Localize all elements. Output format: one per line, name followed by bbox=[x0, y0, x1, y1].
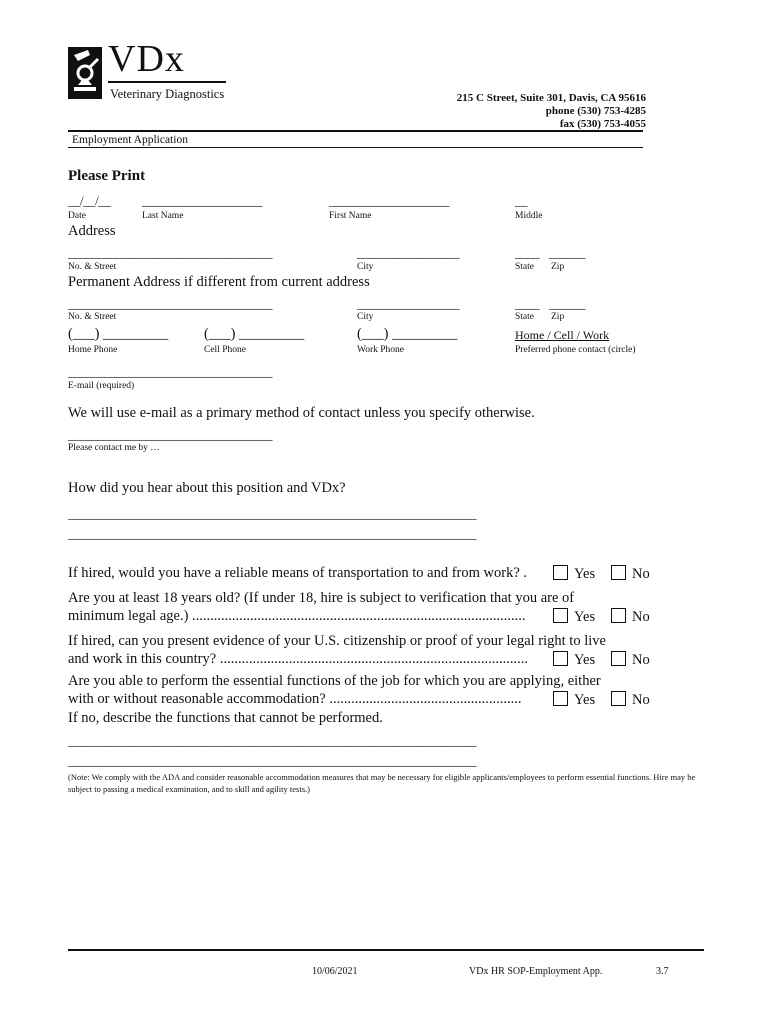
form-title: Employment Application bbox=[72, 134, 188, 146]
checkbox-icon[interactable] bbox=[553, 651, 568, 666]
zip-label: Zip bbox=[551, 262, 565, 272]
email-notice: We will use e-mail as a primary method of contact unless you specify otherwise. bbox=[68, 405, 535, 421]
checkbox-icon[interactable] bbox=[611, 608, 626, 623]
address-heading: Address bbox=[68, 223, 116, 239]
footer-divider bbox=[68, 949, 704, 951]
yes-label: Yes bbox=[574, 692, 596, 708]
perm-state-field[interactable]: ____ bbox=[515, 296, 539, 311]
no-label: No bbox=[632, 566, 650, 582]
logo-wordmark: VDx bbox=[108, 38, 185, 80]
hear-answer-line-2[interactable]: ____________________________________________________________________ bbox=[68, 526, 476, 541]
state-field[interactable]: ____ bbox=[515, 245, 539, 260]
last-name-field[interactable]: ____________________ bbox=[142, 193, 262, 208]
no-label: No bbox=[632, 609, 650, 625]
email-label: E-mail (required) bbox=[68, 381, 135, 391]
transport-yes[interactable] bbox=[553, 565, 595, 583]
perm-zip-label: Zip bbox=[551, 312, 565, 322]
no-label: No bbox=[632, 692, 650, 708]
preferred-contact-label: Preferred phone contact (circle) bbox=[515, 345, 636, 355]
footer-version: 3.7 bbox=[656, 966, 669, 977]
age-question-line-2: minimum legal age.) ............................................................................................ bbox=[68, 608, 526, 624]
age-yes[interactable] bbox=[553, 608, 595, 626]
checkbox-icon[interactable] bbox=[553, 608, 568, 623]
company-phone: phone (530) 753-4285 bbox=[545, 105, 646, 117]
perm-street-label: No. & Street bbox=[68, 312, 117, 322]
last-name-label: Last Name bbox=[142, 211, 184, 221]
transport-no[interactable] bbox=[611, 565, 650, 583]
perform-question-line-1: Are you able to perform the essential functions of the job for which you are applying, either bbox=[68, 673, 601, 689]
checkbox-icon[interactable] bbox=[611, 565, 626, 580]
logo-subtitle: Veterinary Diagnostics bbox=[110, 87, 225, 101]
yes-label: Yes bbox=[574, 566, 596, 582]
preferred-contact-options[interactable]: Home / Cell / Work bbox=[515, 328, 610, 342]
contact-method-label: Please contact me by … bbox=[68, 443, 160, 453]
ada-note: (Note: We comply with the ADA and consider reasonable accommodation measures that may be necessary for eligible applicants/employees to perform essential functions. Hire may be subject to passing a medical examination, and to skill and agility tests.) bbox=[68, 772, 696, 794]
vdx-logo-icon bbox=[68, 47, 102, 99]
hear-question: How did you hear about this position and VDx? bbox=[68, 480, 346, 496]
yes-label: Yes bbox=[574, 609, 596, 625]
footer-doc-name: VDx HR SOP-Employment App. bbox=[469, 966, 603, 977]
perm-city-field[interactable]: _________________ bbox=[357, 296, 459, 311]
logo-underline bbox=[108, 81, 226, 83]
home-phone-label: Home Phone bbox=[68, 345, 118, 355]
perm-street-field[interactable]: __________________________________ bbox=[68, 296, 272, 311]
zip-field[interactable]: ______ bbox=[549, 245, 585, 260]
company-address: 215 C Street, Suite 301, Davis, CA 95616 bbox=[456, 92, 646, 104]
work-phone-label: Work Phone bbox=[357, 345, 404, 355]
citizen-no[interactable] bbox=[611, 651, 650, 669]
header-divider-thin bbox=[68, 147, 643, 148]
perm-zip-field[interactable]: ______ bbox=[549, 296, 585, 311]
perform-question-line-3: If no, describe the functions that cannot be performed. bbox=[68, 710, 383, 726]
yes-label: Yes bbox=[574, 652, 596, 668]
company-fax: fax (530) 753-4055 bbox=[559, 118, 646, 130]
checkbox-icon[interactable] bbox=[553, 691, 568, 706]
email-field[interactable]: __________________________________ bbox=[68, 364, 272, 379]
please-print-heading: Please Print bbox=[68, 168, 146, 184]
age-question-line-1: Are you at least 18 years old? (If under 18, hire is subject to verification that you are of bbox=[68, 590, 575, 606]
street-label: No. & Street bbox=[68, 262, 117, 272]
functions-answer-line-1[interactable]: ____________________________________________________________________ bbox=[68, 733, 476, 748]
hear-answer-line-1[interactable]: ____________________________________________________________________ bbox=[68, 506, 476, 521]
checkbox-icon[interactable] bbox=[611, 651, 626, 666]
city-label: City bbox=[357, 262, 374, 272]
first-name-field[interactable]: ____________________ bbox=[329, 193, 449, 208]
header-divider bbox=[68, 130, 643, 132]
age-no[interactable] bbox=[611, 608, 650, 626]
city-field[interactable]: _________________ bbox=[357, 245, 459, 260]
perm-city-label: City bbox=[357, 312, 374, 322]
permanent-address-heading: Permanent Address if different from current address bbox=[68, 274, 370, 290]
middle-field[interactable]: __ bbox=[515, 193, 527, 208]
perm-state-label: State bbox=[515, 312, 534, 322]
cell-phone-label: Cell Phone bbox=[204, 345, 246, 355]
checkbox-icon[interactable] bbox=[553, 565, 568, 580]
citizen-yes[interactable] bbox=[553, 651, 595, 669]
perform-question-line-2: with or without reasonable accommodation? ..................................................... bbox=[68, 691, 522, 707]
middle-label: Middle bbox=[515, 211, 543, 221]
perform-no[interactable] bbox=[611, 691, 650, 709]
date-label: Date bbox=[68, 211, 86, 221]
contact-method-field[interactable]: __________________________________ bbox=[68, 427, 272, 442]
functions-answer-line-2[interactable]: ____________________________________________________________________ bbox=[68, 753, 476, 768]
street-field[interactable]: __________________________________ bbox=[68, 245, 272, 260]
citizen-question-line-2: and work in this country? ..................................................................................... bbox=[68, 651, 528, 667]
state-label: State bbox=[515, 262, 534, 272]
no-label: No bbox=[632, 652, 650, 668]
perform-yes[interactable] bbox=[553, 691, 595, 709]
date-field[interactable]: __/__/__ bbox=[68, 193, 111, 208]
checkbox-icon[interactable] bbox=[611, 691, 626, 706]
citizen-question-line-1: If hired, can you present evidence of your U.S. citizenship or proof of your legal right to live bbox=[68, 633, 606, 649]
transport-question: If hired, would you have a reliable means of transportation to and from work? . bbox=[68, 565, 528, 581]
cell-phone-field[interactable]: (___) _________ bbox=[204, 326, 305, 342]
work-phone-field[interactable]: (___) _________ bbox=[357, 326, 458, 342]
first-name-label: First Name bbox=[329, 211, 372, 221]
footer-date: 10/06/2021 bbox=[312, 966, 358, 977]
home-phone-field[interactable]: (___) _________ bbox=[68, 326, 169, 342]
